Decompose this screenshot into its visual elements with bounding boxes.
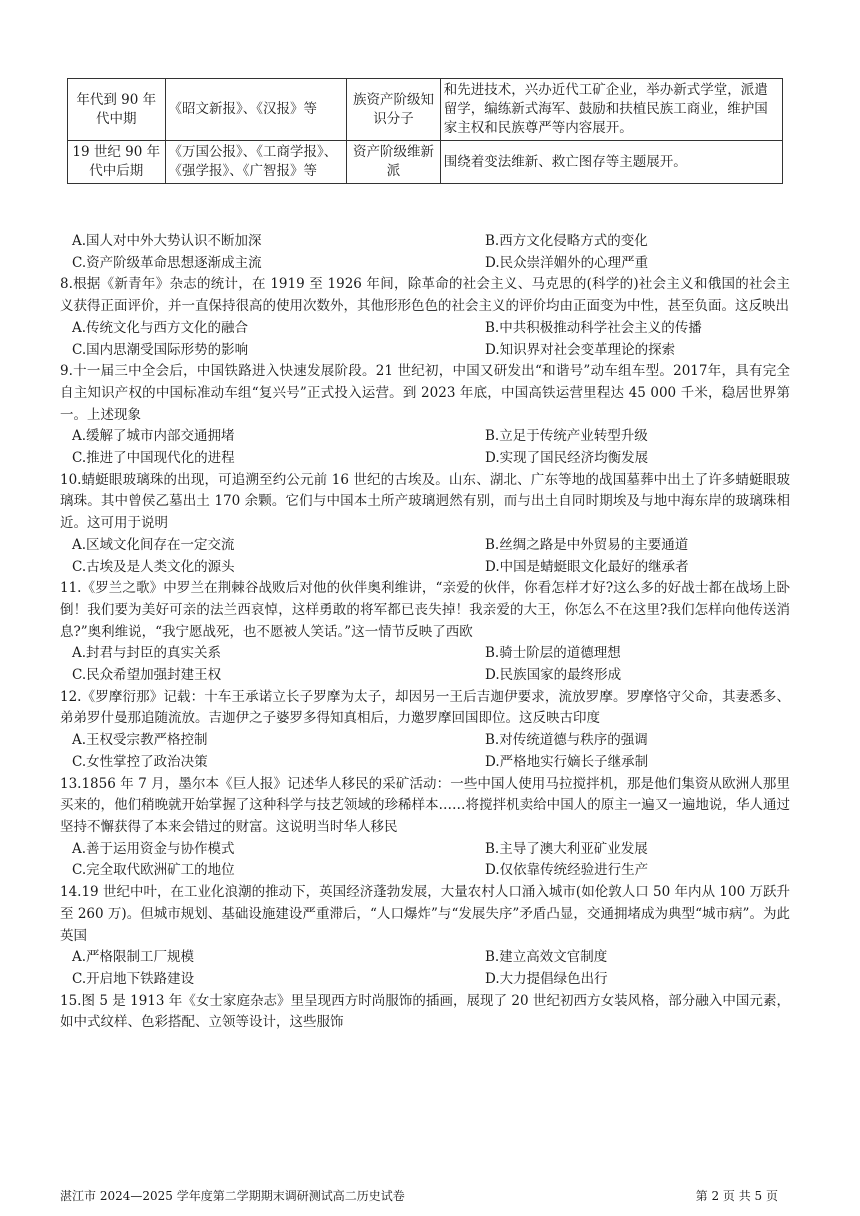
option-a[interactable]: A.区域文化间存在一定交流 bbox=[72, 536, 235, 553]
option-c[interactable]: C.古埃及是人类文化的源头 bbox=[72, 558, 235, 575]
option-b[interactable]: B.西方文化侵略方式的变化 bbox=[485, 233, 648, 249]
q13-stem: 13.1856 年 7 月，墨尔本《巨人报》记述华人移民的采矿活动：一些中国人使用马拉搅拌机，那是他们集资从欧洲人那里买来的，他们稍晚就开始掌握了这种科学与技艺领域的珍稀样本……将搅拌机卖给中国人的原主一遍又一遍地说，华人通过坚持不懈获得了本来会错过的财富。这说明当时华人移民 bbox=[60, 775, 790, 835]
option-c[interactable]: C.女性掌控了政治决策 bbox=[72, 753, 208, 770]
option-d[interactable]: D.民众崇洋媚外的心理严重 bbox=[485, 254, 649, 271]
option-b[interactable]: B.立足于传统产业转型升级 bbox=[485, 428, 648, 445]
q13-options bbox=[60, 839, 790, 882]
option-c[interactable]: C.推进了中国现代化的进程 bbox=[72, 450, 235, 467]
option-d[interactable]: D.实现了国民经济均衡发展 bbox=[485, 450, 649, 467]
option-c[interactable]: C.资产阶级革命思想逐渐成主流 bbox=[72, 254, 262, 271]
q11-options bbox=[60, 643, 790, 686]
table-cell-papers: 《昭文新报》、《汉报》等 bbox=[165, 79, 347, 141]
q9-stem: 9.十一届三中全会后，中国铁路进入快速发展阶段。21 世纪初，中国又研发出“和谐号”动车组车型。2017年，具有完全自主知识产权的中国标准动车组“复兴号”正式投入运营。到 2023 年底，中国高铁运营里程达 45 000 千米，稳居世界第一。上述现象 bbox=[60, 363, 790, 423]
q10-options bbox=[60, 535, 790, 578]
option-b[interactable]: B.建立高效文官制度 bbox=[485, 949, 608, 966]
q10-stem: 10.蜻蜓眼玻璃珠的出现，可追溯至约公元前 16 世纪的古埃及。山东、湖北、广东等地的战国墓葬中出土了许多蜻蜓眼玻璃珠。其中曾侯乙墓出土 170 余颗。它们与中国本土所产玻璃迥然有别，而与出土自同时期埃及与地中海东岸的玻璃珠相近。这可用于说明 bbox=[60, 471, 790, 532]
q8-options bbox=[60, 318, 790, 361]
newspaper-table bbox=[67, 78, 783, 184]
q14-stem: 14.19 世纪中叶，在工业化浪潮的推动下，英国经济蓬勃发展，大量农村人口涌入城市(如伦敦人口 50 年内从 100 万跃升至 260 万)。但城市规划、基础设施建设严重滞后，“人口爆炸”与“发展失序”矛盾凸显，交通拥堵成为典型“城市病”。为此英国 bbox=[60, 884, 790, 944]
q8-stem: 8.根据《新青年》杂志的统计，在 1919 至 1926 年间，除革命的社会主义、马克思的(科学的)社会主义和俄国的社会主义获得正面评价，并一直保持很高的使用次数外，其他形形色色的社会主义的评价均由正面变为中性，甚至负面。这反映出 bbox=[60, 276, 790, 315]
q9-options bbox=[60, 426, 790, 469]
option-c[interactable]: C.完全取代欧洲矿工的地位 bbox=[72, 862, 235, 879]
option-a[interactable]: A.缓解了城市内部交通拥堵 bbox=[72, 428, 235, 445]
option-b[interactable]: B.中共积极推动科学社会主义的传播 bbox=[485, 319, 702, 336]
option-b[interactable]: B.主导了澳大利亚矿业发展 bbox=[485, 840, 648, 857]
table-cell-group: 资产阶级维新派 bbox=[347, 141, 440, 184]
q15-stem: 15.图 5 是 1913 年《女士家庭杂志》里呈现西方时尚服饰的插画，展现了 20 世纪初西方女装风格，部分融入中国元素，如中式纹样、色彩搭配、立领等设计，这些服饰 bbox=[60, 992, 790, 1031]
questions bbox=[60, 231, 790, 1034]
q7-options bbox=[60, 231, 790, 274]
q12-options bbox=[60, 730, 790, 773]
q14-options bbox=[60, 947, 790, 990]
option-c[interactable]: C.民众希望加强封建王权 bbox=[72, 667, 222, 684]
option-d[interactable]: D.仅依靠传统经验进行生产 bbox=[485, 862, 649, 879]
table-cell-period: 年代到 90 年代中期 bbox=[68, 79, 166, 141]
option-a[interactable]: A.王权受宗教严格控制 bbox=[72, 732, 208, 749]
option-c[interactable]: C.国内思潮受国际形势的影响 bbox=[72, 341, 249, 358]
option-a[interactable]: A.严格限制工厂规模 bbox=[72, 949, 195, 966]
page-footer bbox=[60, 1187, 778, 1204]
table-row bbox=[68, 79, 783, 141]
option-d[interactable]: D.严格地实行嫡长子继承制 bbox=[485, 753, 649, 770]
footer-page-number: 第 2 页 共 5 页 bbox=[695, 1189, 778, 1203]
q12-stem: 12.《罗摩衍那》记载：十车王承诺立长子罗摩为太子，却因另一王后吉迦伊要求，流放罗摩。罗摩恪守父命，其妻悉多、弟弟罗什曼那追随流放。吉迦伊之子婆罗多得知真相后，力邀罗摩回国即位。这反映古印度 bbox=[60, 688, 790, 727]
footer-exam-title: 湛江市 2024—2025 学年度第二学期期末调研测试高二历史试卷 bbox=[60, 1189, 405, 1203]
option-d[interactable]: D.大力提倡绿色出行 bbox=[485, 970, 608, 987]
table-cell-papers: 《万国公报》、《工商学报》、《强学报》、《广智报》等 bbox=[165, 141, 347, 184]
table-cell-content: 和先进技术，兴办近代工矿企业，举办新式学堂，派遣留学，编练新式海军、鼓励和扶植民族工商业，维护国家主权和民族尊严等内容展开。 bbox=[440, 79, 782, 141]
table-cell-period: 19 世纪 90 年代中后期 bbox=[68, 141, 166, 184]
option-a[interactable]: A.善于运用资金与协作模式 bbox=[72, 840, 235, 857]
table-cell-group: 族资产阶级知识分子 bbox=[347, 79, 440, 141]
option-b[interactable]: B.骑士阶层的道德理想 bbox=[485, 645, 621, 662]
option-d[interactable]: D.知识界对社会变革理论的探索 bbox=[485, 341, 676, 358]
option-d[interactable]: D.中国是蜻蜓眼文化最好的继承者 bbox=[485, 558, 689, 575]
table-cell-content: 围绕着变法维新、救亡图存等主题展开。 bbox=[440, 141, 782, 184]
option-d[interactable]: D.民族国家的最终形成 bbox=[485, 667, 622, 684]
q11-stem: 11.《罗兰之歌》中罗兰在荆棘谷战败后对他的伙伴奥利维讲，“亲爱的伙伴，你看怎样才好?这么多的好战士都在战场上卧倒！我们要为美好可亲的法兰西哀悼，这样勇敢的将军都已丧失掉！我亲爱的大王，你怎么不在这里?我们怎样向他传送消息?”奥利维说，“我宁愿战死，也不愿被人笑话。”这一情节反映了西欧 bbox=[60, 580, 790, 640]
option-a[interactable]: A.国人对中外大势认识不断加深 bbox=[72, 233, 262, 249]
option-b[interactable]: B.对传统道德与秩序的强调 bbox=[485, 732, 648, 749]
option-a[interactable]: A.传统文化与西方文化的融合 bbox=[72, 319, 249, 336]
option-c[interactable]: C.开启地下铁路建设 bbox=[72, 970, 195, 987]
option-a[interactable]: A.封君与封臣的真实关系 bbox=[72, 645, 222, 662]
table-row bbox=[68, 141, 783, 184]
option-b[interactable]: B.丝绸之路是中外贸易的主要通道 bbox=[485, 536, 689, 553]
